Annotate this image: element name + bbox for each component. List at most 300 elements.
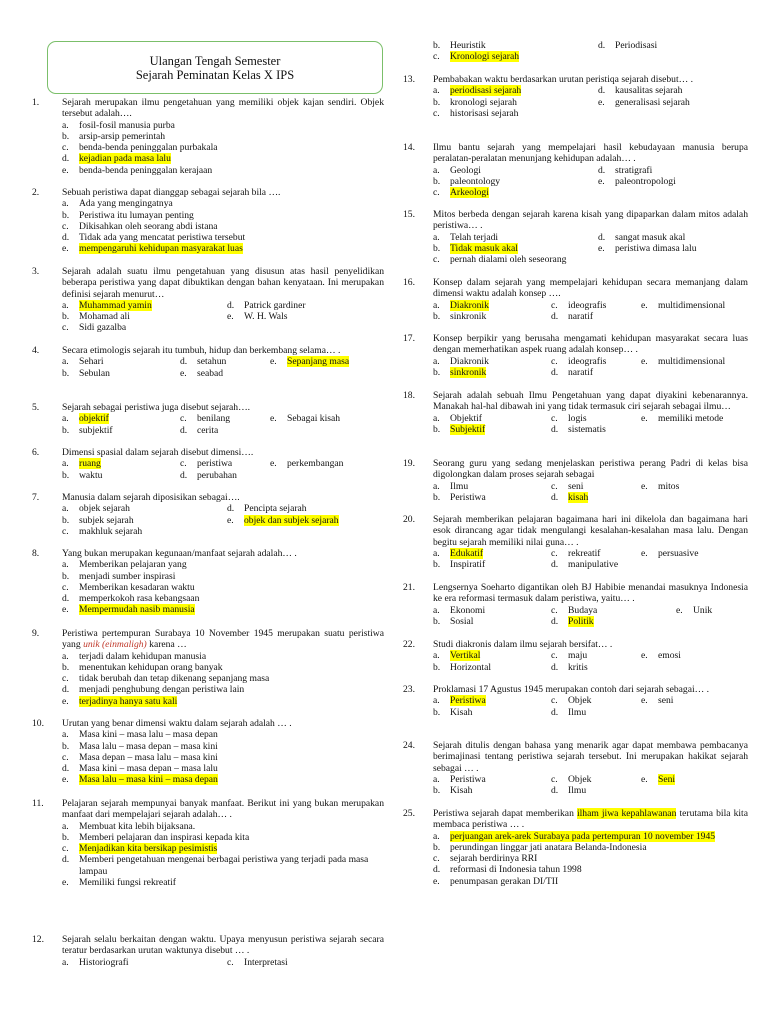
question-stem: Urutan yang benar dimensi waktu dalam sejarah adalah … . [62, 718, 292, 729]
option-text: waktu [79, 469, 103, 481]
options-list [433, 548, 748, 571]
question-item [32, 718, 384, 786]
question-number: 12. [32, 934, 44, 945]
option-row [433, 254, 748, 265]
option-item [62, 854, 379, 877]
question-number: 15. [403, 209, 415, 220]
option-row [62, 651, 384, 662]
option-item [433, 616, 473, 627]
option-item [433, 481, 468, 492]
question-stem: Yang bukan merupakan kegunaan/manfaat sejarah adalah… . [62, 548, 297, 559]
option-row [433, 548, 748, 559]
answer-highlight: objektif [79, 413, 109, 425]
option-text: manipulative [568, 559, 619, 571]
question-stem: Lengsernya Soeharto digantikan oleh BJ Habibie menandai masuknya Indonesia ke era reformasi termasuk dalam peristiwa, yaitu… . [433, 582, 748, 605]
option-item [62, 322, 126, 333]
options-list [62, 300, 384, 334]
option-item [62, 120, 175, 131]
option-letter: e. [433, 875, 440, 887]
question-number: 11. [32, 798, 44, 809]
option-item [62, 526, 142, 537]
option-item [676, 605, 712, 616]
option-letter: b. [433, 423, 441, 435]
option-row [433, 853, 748, 864]
option-letter: c. [551, 773, 558, 785]
option-text: stratigrafi [615, 164, 653, 176]
answer-highlight: Arkeologi [450, 187, 489, 199]
option-item [62, 221, 218, 232]
option-row [433, 605, 748, 616]
option-text: naratif [568, 310, 594, 322]
option-row [433, 356, 748, 367]
option-letter: a. [62, 729, 69, 741]
option-row [62, 458, 384, 469]
option-item [62, 311, 130, 322]
option-item [227, 957, 288, 968]
answer-highlight: Seni [658, 773, 676, 785]
option-text: Budaya [568, 604, 598, 616]
option-row [433, 232, 748, 243]
option-row [433, 876, 748, 887]
question-number: 16. [403, 277, 415, 288]
option-letter: d. [598, 85, 606, 97]
option-letter: b. [62, 661, 70, 673]
option-text: Memiliki fungsi rekreatif [79, 877, 176, 889]
option-row [62, 165, 384, 176]
question-stem: Sejarah memberikan pelajaran bagaimana hari ini dikelola dan bagaimana hari esok dirancang agar tidak mengulangi kesalahan-kesalahan masa lalu. Dengan begitu sejarah memiliki nilai guna… . [433, 514, 748, 548]
question-item [32, 187, 384, 255]
option-text: Diakronik [450, 355, 489, 367]
option-row [62, 232, 384, 243]
option-text: makhluk sejarah [79, 525, 143, 537]
option-item [62, 232, 245, 243]
option-letter: e. [270, 356, 277, 368]
option-item [551, 707, 586, 718]
option-row [62, 300, 384, 311]
option-letter: d. [227, 299, 235, 311]
option-letter: b. [433, 242, 441, 254]
options-list [433, 831, 748, 887]
option-letter: e. [62, 877, 69, 889]
option-letter: c. [433, 187, 440, 199]
option-letter: e. [62, 774, 69, 786]
option-letter: c. [62, 322, 69, 334]
question-item [32, 548, 384, 616]
option-letter: e. [62, 695, 69, 707]
option-text: Masa lalu – masa depan – masa kini [79, 740, 218, 752]
option-letter: c. [62, 581, 69, 593]
option-text: Ada yang mengingatnya [79, 198, 173, 210]
option-letter: d. [551, 559, 559, 571]
option-text: seni [658, 695, 674, 707]
option-item [598, 165, 652, 176]
option-row [62, 832, 384, 843]
option-item [433, 842, 647, 853]
question-item [403, 458, 748, 503]
option-text: kausalitas sejarah [615, 85, 683, 97]
option-item [180, 368, 223, 379]
option-row [62, 368, 384, 379]
option-letter: b. [62, 367, 70, 379]
option-letter: c. [62, 751, 69, 763]
option-text: Interpretasi [244, 956, 288, 968]
option-text: mitos [658, 480, 680, 492]
option-item [62, 673, 269, 684]
option-text: Peristiwa itu lumayan penting [79, 209, 194, 221]
option-letter: d. [598, 164, 606, 176]
option-item [551, 481, 583, 492]
option-text: Objektif [450, 412, 482, 424]
option-row [62, 729, 384, 740]
option-item [551, 424, 606, 435]
option-item [62, 210, 194, 221]
option-row [433, 243, 748, 254]
question-stem: Pembabakan waktu berdasarkan urutan peristiqa sejarah disebut… . [433, 74, 694, 85]
option-letter: a. [62, 119, 69, 131]
option-text: menjadi penghubung dengan peristiwa lain [79, 684, 245, 696]
option-row [62, 526, 384, 537]
option-row [62, 413, 384, 424]
answer-highlight: objek dan subjek sejarah [244, 514, 339, 526]
option-row [62, 425, 384, 436]
option-text: benda-benda peninggalan kerajaan [79, 164, 213, 176]
option-letter: c. [180, 413, 187, 425]
option-letter: c. [551, 650, 558, 662]
option-text: Masa kini – masa depan – masa lalu [79, 763, 218, 775]
question-item [403, 277, 748, 322]
option-row [433, 51, 748, 62]
option-letter: b. [433, 785, 441, 797]
option-letter: d. [551, 366, 559, 378]
option-letter: e. [641, 650, 648, 662]
answer-highlight: kisah [568, 491, 589, 503]
option-letter: a. [62, 820, 69, 832]
option-text: menentukan kehidupan orang banyak [79, 661, 223, 673]
option-item [551, 356, 606, 367]
option-row [62, 752, 384, 763]
option-row [62, 662, 384, 673]
question-stem: Dimensi spasial dalam sejarah disebut dimensi…. [62, 447, 254, 458]
exam-subtitle: Sejarah Peminatan Kelas X IPS [135, 68, 295, 82]
option-text: sangat masuk akal [615, 231, 686, 243]
option-row [62, 877, 384, 888]
answer-highlight: Muhammad yamin [79, 299, 152, 311]
option-item [433, 97, 517, 108]
option-item [433, 51, 519, 62]
option-letter: a. [62, 356, 69, 368]
option-row [433, 650, 748, 661]
question-item [403, 74, 748, 119]
question-item [403, 209, 748, 265]
option-text: Pencipta sejarah [244, 503, 307, 515]
option-text: Inspiratif [450, 559, 486, 571]
option-item [598, 232, 685, 243]
option-item [62, 413, 109, 424]
option-text: seabad [197, 367, 224, 379]
option-text: Masa depan – masa lalu – masa kini [79, 751, 218, 763]
option-text: subjek sejarah [79, 514, 134, 526]
option-letter: b. [433, 40, 441, 51]
options-list [433, 605, 748, 628]
option-letter: d. [180, 356, 188, 368]
answer-highlight: Vertikal [450, 650, 481, 662]
question-item [403, 514, 748, 570]
option-letter: a. [433, 547, 440, 559]
option-letter: d. [227, 503, 235, 515]
options-list [433, 695, 748, 718]
option-item [433, 785, 472, 796]
option-letter: b. [62, 424, 70, 436]
answer-highlight: Masa lalu – masa kini – masa depan [79, 774, 218, 786]
answer-highlight: mempengaruhi kehidupan masyarakat luas [79, 243, 243, 255]
option-letter: a. [62, 299, 69, 311]
option-item [62, 696, 177, 707]
option-item [180, 413, 230, 424]
option-text: Masa kini – masa lalu – masa depan [79, 729, 218, 741]
option-text: Ilmu [568, 706, 587, 718]
options-list [62, 120, 384, 176]
option-text: sistematis [568, 423, 606, 435]
option-text: Tidak ada yang mencatat peristiwa tersebut [79, 232, 246, 244]
option-item [598, 40, 657, 51]
option-text: Peristiwa [450, 491, 486, 503]
option-row [433, 662, 748, 673]
option-item [180, 470, 237, 481]
option-row [433, 774, 748, 785]
option-item [62, 356, 104, 367]
option-item [551, 559, 618, 570]
option-letter: b. [62, 831, 70, 843]
option-text: multidimensional [658, 299, 726, 311]
option-item [551, 311, 593, 322]
question-item [32, 345, 384, 379]
option-letter: a. [433, 650, 440, 662]
option-text: Ilmu [568, 785, 587, 797]
option-letter: b. [433, 615, 441, 627]
option-row [62, 684, 384, 695]
question-number: 7. [32, 492, 40, 503]
option-letter: b. [433, 706, 441, 718]
option-text: Memberi pengetahuan mengenai berbagai peristiwa yang terjadi pada masa lampau [79, 854, 369, 877]
answer-highlight: Tidak masuk akal [450, 242, 518, 254]
option-item [62, 300, 152, 311]
question-item [403, 142, 748, 198]
option-item [551, 413, 587, 424]
option-text: sejarah berdirinya RRI [450, 853, 538, 865]
option-item [62, 821, 195, 832]
option-letter: a. [62, 458, 69, 470]
option-letter: c. [62, 142, 69, 154]
option-item [551, 548, 601, 559]
option-letter: c. [62, 673, 69, 685]
option-letter: c. [62, 220, 69, 232]
question-stem: Sejarah selalu berkaitan dengan waktu. Upaya menyusun peristiwa sejarah secara teratur berdasarkan urutan waktunya disebut … . [62, 934, 384, 957]
option-row [62, 763, 384, 774]
option-letter: c. [551, 547, 558, 559]
option-item [227, 515, 339, 526]
answer-highlight: Politik [568, 615, 594, 627]
question-stem-part: karena … [146, 639, 187, 651]
options-list [62, 198, 384, 254]
option-letter: b. [62, 740, 70, 752]
option-text: Patrick gardiner [244, 299, 306, 311]
option-letter: b. [62, 514, 70, 526]
option-item [551, 662, 588, 673]
option-text: seni [568, 480, 584, 492]
question-item [32, 97, 384, 176]
question-number: 13. [403, 74, 415, 85]
question-stem: Manusia dalam sejarah diposisikan sebagai…. [62, 492, 240, 503]
option-letter: e. [270, 413, 277, 425]
option-letter: e. [270, 458, 277, 470]
option-item [433, 424, 485, 435]
option-letter: e. [641, 480, 648, 492]
option-item [433, 232, 498, 243]
options-list [62, 729, 384, 785]
option-item [62, 604, 195, 615]
option-letter: b. [433, 96, 441, 108]
option-row [433, 785, 748, 796]
option-text: Horizontal [450, 661, 492, 673]
question-item [403, 333, 748, 378]
option-item [62, 832, 249, 843]
option-text: Objek [568, 695, 592, 707]
option-row [62, 515, 384, 526]
question-stem-part: Peristiwa sejarah dapat memberikan [433, 808, 577, 819]
answer-highlight: Kronologi sejarah [450, 51, 520, 63]
option-letter: d. [433, 864, 441, 876]
question-number: 18. [403, 390, 415, 401]
option-letter: d. [598, 231, 606, 243]
option-row [62, 604, 384, 615]
option-text: Sebulan [79, 367, 110, 379]
option-row [62, 559, 384, 570]
option-row [62, 210, 384, 221]
option-row [62, 356, 384, 367]
options-list [433, 85, 748, 119]
option-item [551, 785, 586, 796]
option-row [62, 957, 384, 968]
option-text: multidimensional [658, 355, 726, 367]
option-letter: e. [598, 175, 605, 187]
option-item [62, 243, 243, 254]
option-item [433, 356, 489, 367]
option-text: Historiografi [79, 956, 129, 968]
option-letter: d. [180, 469, 188, 481]
option-item [433, 187, 489, 198]
question-item [32, 934, 384, 968]
question-stem [433, 808, 748, 831]
option-row [62, 593, 384, 604]
option-item [433, 311, 486, 322]
option-text: Sebagai kisah [287, 413, 341, 425]
option-item [62, 142, 218, 153]
option-letter: b. [62, 469, 70, 481]
option-letter: a. [433, 231, 440, 243]
option-item [433, 876, 558, 887]
question-item [403, 390, 748, 435]
question-stem: Sebuah peristiwa dapat dianggap sebagai sejarah bila …. [62, 187, 281, 198]
option-item [551, 616, 594, 627]
option-item [227, 300, 306, 311]
option-item [433, 254, 566, 265]
option-letter: b. [62, 311, 70, 323]
option-text: benda-benda peninggalan purbakala [79, 142, 218, 154]
question-item [32, 266, 384, 334]
option-item [433, 853, 537, 864]
option-item [433, 176, 500, 187]
option-text: subjektif [79, 424, 113, 436]
answer-highlight: ruang [79, 458, 101, 470]
question-stem: Sejarah merupakan ilmu pengetahuan yang memiliki objek kajan sendiri. Objek tersebut adalah…. [62, 97, 384, 120]
option-letter: b. [62, 570, 70, 582]
option-row [62, 322, 384, 333]
option-text: generalisasi sejarah [615, 96, 690, 108]
option-letter: c. [433, 51, 440, 63]
option-text: naratif [568, 366, 594, 378]
option-letter: d. [62, 854, 70, 866]
option-item [433, 707, 472, 718]
option-item [62, 131, 165, 142]
option-letter: d. [62, 232, 70, 244]
option-letter: d. [551, 706, 559, 718]
option-row [62, 571, 384, 582]
option-item [180, 356, 226, 367]
option-item [598, 243, 697, 254]
options-list [62, 651, 384, 707]
option-letter: a. [433, 480, 440, 492]
question-stem: Sejarah ditulis dengan bahasa yang menarik agar dapat membawa pembacanya berimajinasi tentang peristiwa sejarah tersebut. Ini merupakan hakikat sejarah sebagai … . [433, 740, 748, 774]
options-list [433, 165, 748, 199]
option-letter: a. [433, 695, 440, 707]
option-text: Memberikan pelajaran yang [79, 559, 187, 571]
option-letter: b. [433, 841, 441, 853]
option-text: paleontology [450, 175, 501, 187]
option-item [433, 695, 486, 706]
option-item [62, 752, 218, 763]
option-item [598, 85, 682, 96]
options-list [433, 300, 748, 323]
option-letter: e. [641, 299, 648, 311]
option-item [433, 300, 489, 311]
option-letter: b. [433, 491, 441, 503]
option-text: W. H. Wals [244, 311, 288, 323]
option-text: terjadi dalam kehidupan manusia [79, 650, 207, 662]
option-row [433, 695, 748, 706]
option-text: fosil-fosil manusia purba [79, 119, 175, 131]
option-text: Mohamad ali [79, 311, 130, 323]
question-stem-part: terutama bila kita membaca peristiwa … . [433, 808, 748, 831]
option-item [433, 605, 485, 616]
option-text: Dikisahkan oleh seorang abdi istana [79, 220, 218, 232]
question-item [403, 40, 748, 63]
options-list [62, 458, 384, 481]
option-item [551, 650, 587, 661]
option-letter: e. [62, 243, 69, 255]
option-item [433, 85, 521, 96]
question-item [403, 684, 748, 718]
option-row [433, 831, 748, 842]
option-row [433, 864, 748, 875]
answer-highlight: Menjadikan kita bersikap pesimistis [79, 843, 218, 855]
option-letter: c. [551, 480, 558, 492]
option-row [62, 503, 384, 514]
option-letter: d. [551, 491, 559, 503]
option-letter: a. [433, 164, 440, 176]
option-letter: a. [433, 604, 440, 616]
option-letter: d. [551, 661, 559, 673]
option-letter: b. [62, 130, 70, 142]
